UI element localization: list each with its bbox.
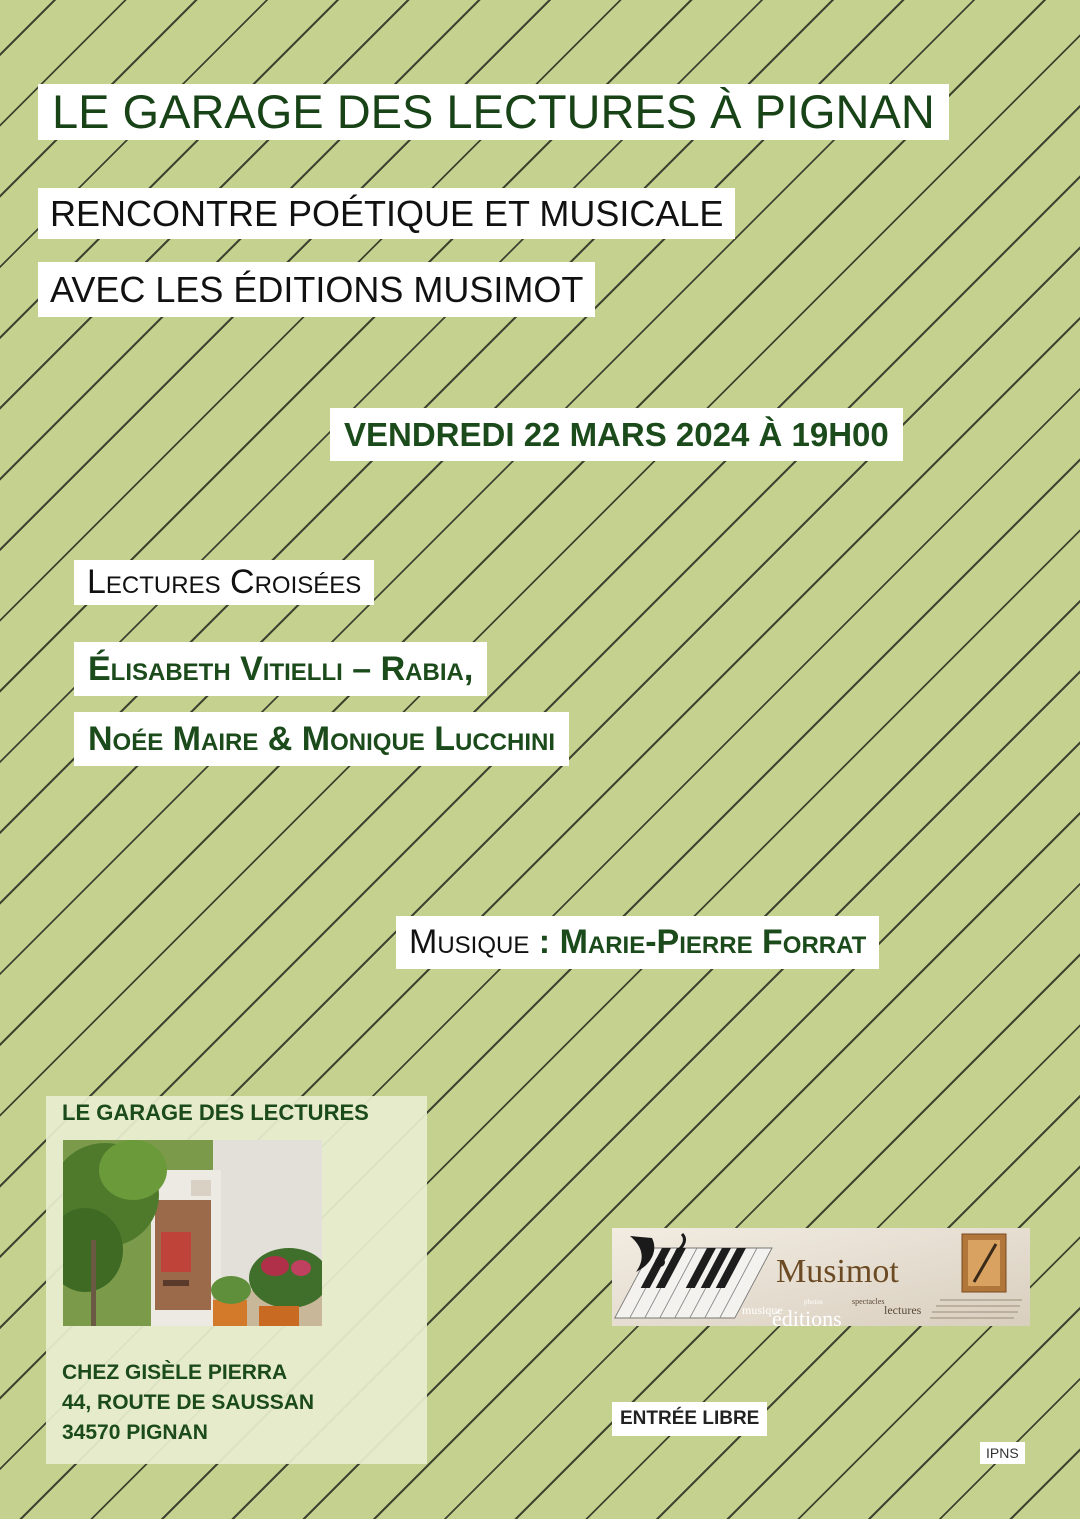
venue-photo-illustration [63, 1140, 322, 1326]
music-performer: Marie-Pierre Forrat [559, 923, 867, 961]
subtitle-line-2: AVEC LES ÉDITIONS MUSIMOT [38, 262, 595, 317]
ipns-label: IPNS [980, 1442, 1025, 1464]
authors-line-1: Élisabeth Vitielli – Rabia, [74, 642, 487, 696]
entry-badge: ENTRÉE LIBRE [612, 1402, 767, 1436]
logo-word-3: spectacles [852, 1297, 885, 1306]
logo-editions: éditions [772, 1306, 842, 1326]
logo-word-1: musique [742, 1303, 783, 1317]
venue-panel [46, 1096, 427, 1464]
address-line-3: 34570 PIGNAN [62, 1421, 208, 1444]
event-title: LE GARAGE DES LECTURES À PIGNAN [38, 84, 949, 140]
musimot-logo-graphic [612, 1228, 1030, 1326]
venue-address [62, 1358, 314, 1448]
event-date: VENDREDI 22 MARS 2024 À 19H00 [330, 408, 903, 461]
venue-photo [63, 1140, 322, 1326]
subtitle-line-1: RENCONTRE POÉTIQUE ET MUSICALE [38, 188, 735, 239]
readings-heading: Lectures Croisées [74, 560, 374, 605]
address-line-2: 44, ROUTE DE SAUSSAN [62, 1391, 315, 1414]
music-separator: : [529, 923, 560, 961]
address-line-1: CHEZ GISÈLE PIERRA [62, 1361, 288, 1384]
logo-word-4: lectures [884, 1303, 922, 1317]
logo-word-2: photos [804, 1298, 823, 1306]
music-label: Musique [409, 923, 530, 961]
music-credit [396, 916, 879, 969]
venue-title: LE GARAGE DES LECTURES [62, 1100, 369, 1125]
logo-name: Musimot [776, 1253, 899, 1290]
authors-line-2: Noée Maire & Monique Lucchini [74, 712, 569, 766]
musimot-logo [612, 1228, 1030, 1326]
